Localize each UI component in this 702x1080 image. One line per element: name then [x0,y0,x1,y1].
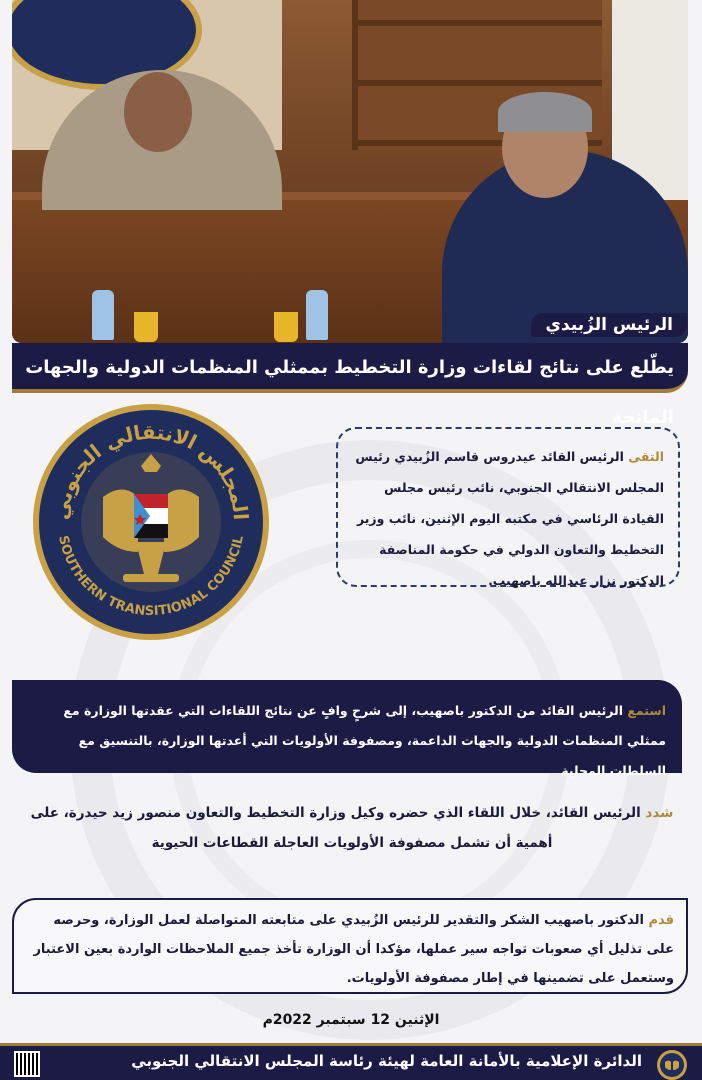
footer-text: الدائرة الإعلامية بالأمانة العامة لهيئة رئاسة المجلس الانتقالي الجنوبي [131,1052,642,1070]
paragraph-thanks-text: الدكتور باصهيب الشكر والتقدير للرئيس الزُبيدي على متابعته المتواصلة لعمل الوزارة، وحرصه على تذليل أي صعوبات تواجه سير عملها، مؤكدا أن الوزارة تأخذ جميع الملاحظات الواردة بعين الاعتبار وستعمل على تضمينها في إطار مصفوفة الأولويات. [33,913,674,986]
footer-bar [0,1043,702,1080]
paragraph-meeting [336,427,680,587]
meeting-photo [12,0,688,343]
paragraph-briefing-text: الرئيس القائد من الدكتور باصهيب، إلى شرحٍ وافٍ عن نتائج اللقاءات التي عقدتها الوزارة مع ممثلي المنظمات الدولية والجهات الداعمة، ومصفوفة الأولويات التي أعدتها الوزارة، بالتنسيق مع السلطات المحلية [63,703,666,778]
paragraph-emphasis-text: الرئيس القائد، خلال اللقاء الذي حضره وكيل وزارة التخطيط والتعاون منصور زيد حيدرة، على أهمية أن تشمل مصفوفة الأولويات العاجلة القطاعات الحيوية [30,805,646,851]
paragraph-briefing-lead: استمع [627,703,666,718]
paragraph-meeting-text: الرئيس القائد عيدروس قاسم الزُبيدي رئيس المجلس الانتقالي الجنوبي، نائب رئيس مجلس القيادة الرئاسي في مكتبه اليوم الإثنين، نائب وزير التخطيط والتعاون الدولي في حكومة المناصفة الدكتور نزار عبدالله باصهيب. [355,449,664,588]
paragraph-thanks [12,898,688,994]
headline: يطّلع على نتائج لقاءات وزارة التخطيط بممثلي المنظمات الدولية والجهات المانحة [12,343,688,393]
paragraph-briefing [12,680,682,778]
footer-logo-icon [656,1049,688,1080]
qr-code-icon[interactable] [14,1051,40,1077]
emblem-english-text: SOUTHERN TRANSITIONAL COUNCIL [55,534,247,620]
publication-date: الإثنين 12 سبتمبر 2022م [262,1012,440,1028]
photo-tag: الرئيس الزُبيدي [531,313,687,337]
paragraph-thanks-lead: قدم [648,913,674,928]
paragraph-emphasis [12,798,692,858]
paragraph-meeting-lead: التقى [628,449,664,464]
paragraph-emphasis-lead: شدد [645,805,674,821]
emblem-arabic-text: المجلس الانتقالي الجنوبي [48,419,254,522]
stc-emblem [28,402,274,642]
